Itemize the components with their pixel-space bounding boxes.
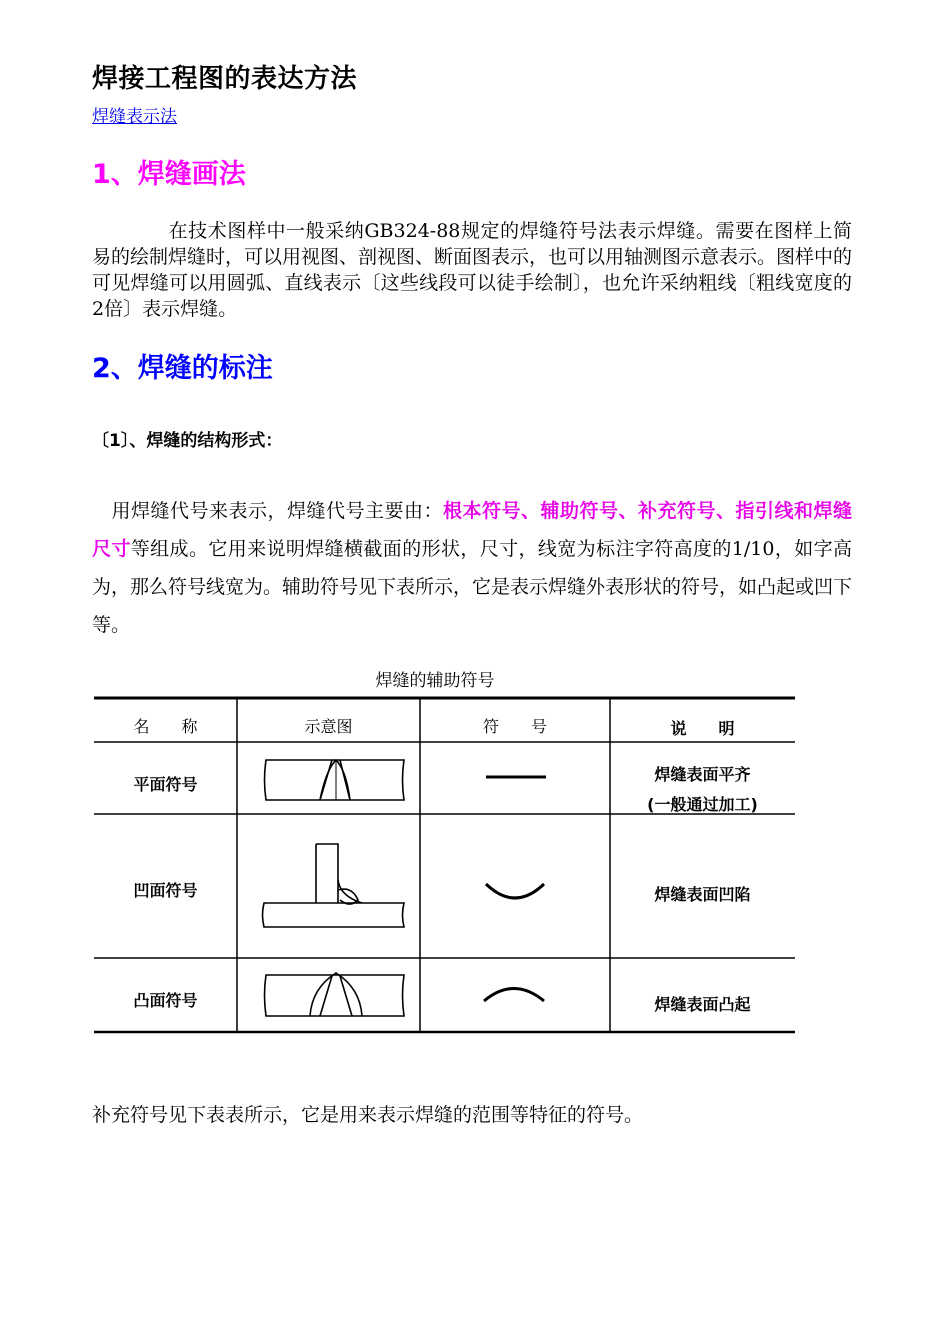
concave-symbol: [486, 884, 544, 898]
section1-paragraph: 在技术图样中一般采纳GB324-88规定的焊缝符号法表示焊缝。需要在图样上简易的绘制焊缝时，可以用视图、剖视图、断面图表示，也可以用轴测图示意表示。图样中的可见焊缝可以用圆弧、直线表示〔这些线段可以徒手绘制〕，也允许采纳粗线〔粗线宽度的2倍〕表示焊缝。: [92, 220, 853, 320]
row3-name: 凸面符号: [133, 991, 198, 1010]
row2-name: 凹面符号: [133, 881, 198, 900]
section2-heading: 2、焊缝的标注: [92, 353, 273, 384]
convex-weld-diagram: [265, 973, 405, 1016]
closing-paragraph: 补充符号见下表表所示，它是用来表示焊缝的范围等特征的符号。: [92, 1104, 644, 1126]
para-rest: 等组成。它用来说明焊缝横截面的形状，尺寸，线宽为标注字符高度的1/10，如字高为，那么符号线宽为。辅助符号见下表所示，它是表示焊缝外表形状的符号，如凸起或凹下等。: [92, 538, 853, 636]
row1-name: 平面符号: [133, 775, 198, 794]
header-diagram: 示意图: [304, 717, 353, 736]
concave-weld-diagram: [263, 844, 405, 927]
section2-subheading: 〔1〕、焊缝的结构形式：: [92, 431, 283, 451]
para-highlight: 根本符号、辅助符号、补充符号、指引线和焊缝尺寸: [92, 500, 852, 560]
row1-desc-line2: (一般通过加工): [647, 795, 758, 814]
row1-desc-line1: 焊缝表面平齐: [654, 765, 751, 784]
row2-desc: 焊缝表面凹陷: [654, 885, 751, 904]
section1-heading: 1、焊缝画法: [92, 159, 246, 190]
row3-desc: 焊缝表面凸起: [654, 995, 751, 1014]
header-description: 说 明: [670, 719, 735, 738]
para-intro: 用焊缝代号来表示，焊缝代号主要由：: [111, 500, 443, 522]
header-symbol: 符 号: [482, 717, 547, 736]
weld-representation-link[interactable]: 焊缝表示法: [92, 107, 177, 127]
convex-symbol: [484, 989, 544, 1002]
document-title: 焊接工程图的表达方法: [92, 64, 358, 94]
header-name: 名 称: [133, 717, 198, 736]
flat-weld-diagram: [265, 760, 405, 800]
table-caption: 焊缝的辅助符号: [375, 671, 495, 691]
